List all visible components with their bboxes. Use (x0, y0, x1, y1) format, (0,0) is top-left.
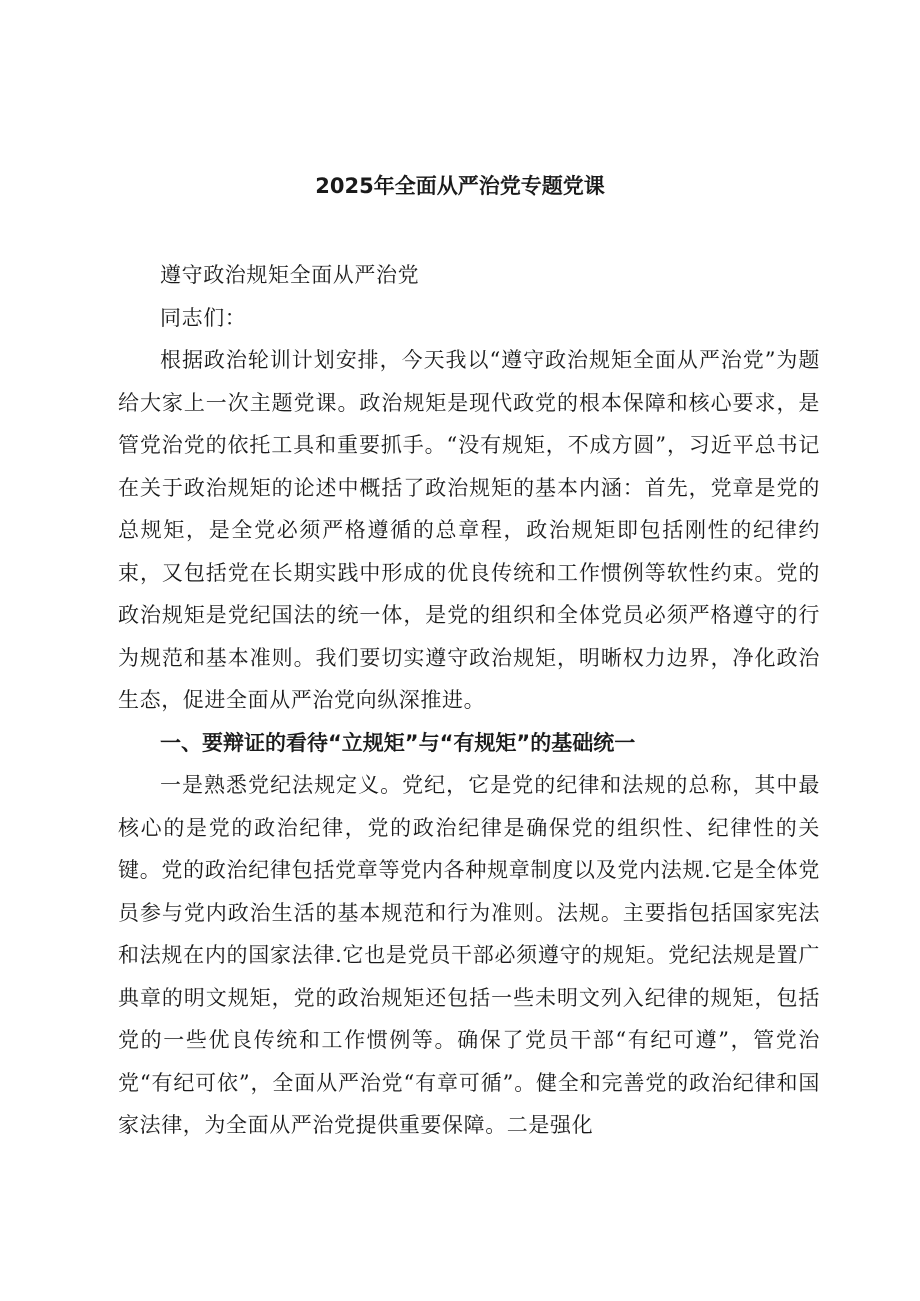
section-1-paragraph: 一是熟悉党纪法规定义。党纪，它是党的纪律和法规的总称，其中最核心的是党的政治纪律，党的政治纪律是确保党的组织性、纪律性的关键。党的政治纪律包括党章等党内各种规章制度以及党内法规.它是全体党员参与党内政治生活的基本规范和行为准则。法规。主要指包括国家宪法和法规在内的国家法律.它也是党员干部必须遵守的规矩。党纪法规是置广典章的明文规矩，党的政治规矩还包括一些未明文列入纪律的规矩，包括党的一些优良传统和工作惯例等。确保了党员干部“有纪可遵”，管党治党“有纪可依”，全面从严治党“有章可循”。健全和完善党的政治纪律和国家法律，为全面从严治党提供重要保障。二是强化 (118, 773, 820, 1137)
subtitle-line: 遵守政治规矩全面从严治党 (160, 263, 420, 287)
salutation-line: 同志们： (160, 305, 247, 330)
document-body (118, 254, 820, 1147)
intro-paragraph: 根据政治轮训计划安排，今天我以“遵守政治规矩全面从严治党”为题给大家上一次主题党课。政治规矩是现代政党的根本保障和核心要求，是管党治党的依托工具和重要抓手。“没有规矩，不成方圆”，习近平总书记在关于政治规矩的论述中概括了政治规矩的基本内涵：首先，党章是党的总规矩，是全党必须严格遵循的总章程，政治规矩即包括刚性的纪律约束，又包括党在长期实践中形成的优良传统和工作惯例等软性约束。党的政治规矩是党纪国法的统一体，是党的组织和全体党员必须严格遵守的行为规范和基本准则。我们要切实遵守政治规矩，明晰权力边界，净化政治生态，促进全面从严治党向纵深推进。 (118, 348, 820, 712)
section-heading-1: 一、要辩证的看待“立规矩”与“有规矩”的基础统一 (160, 730, 636, 755)
document-title: 2025年全面从严治党专题党课 (315, 174, 605, 198)
